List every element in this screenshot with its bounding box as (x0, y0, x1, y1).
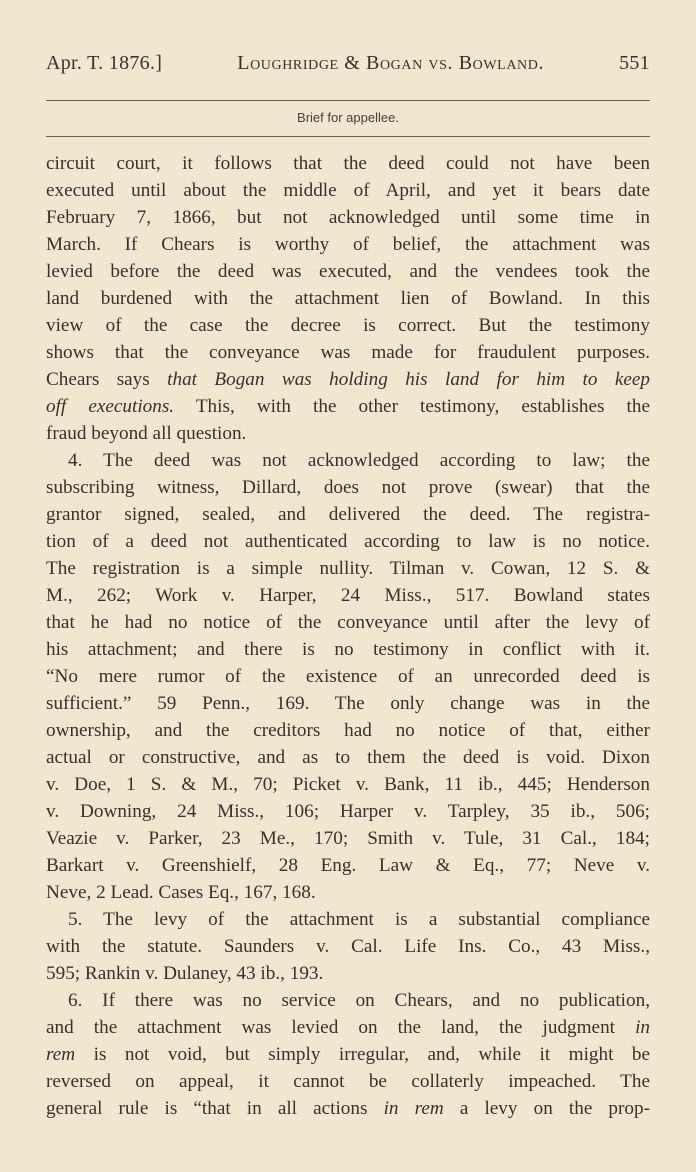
italic-in: in (635, 1017, 650, 1038)
text-line: grantor signed, sealed, and delivered the deed. The registra- (46, 504, 650, 525)
header-rule-bottom (46, 136, 650, 137)
text-line: levied before the deed was executed, and the vendees took the (46, 261, 650, 282)
text-run: Chears says (46, 369, 168, 390)
italic-in-rem: in rem (383, 1098, 444, 1119)
text-run: is not void, but simply irregular, and, while it might be (93, 1044, 650, 1065)
text-line: land burdened with the attachment lien of Bowland. In this (46, 288, 650, 309)
text-line: subscribing witness, Dillard, does not prove (swear) that the (46, 477, 650, 498)
text-line: shows that the conveyance was made for fraudulent purposes. (46, 342, 650, 363)
text-line: actual or constructive, and as to them the deed is void. Dixon (46, 747, 650, 768)
text-line: March. If Chears is worthy of belief, the attachment was (46, 234, 650, 255)
text-line (46, 1095, 650, 1122)
text-run: general rule is “that in all actions (46, 1098, 384, 1119)
text-line: reversed on appeal, it cannot be collaterly impeached. The (46, 1071, 650, 1092)
header-term: Apr. T. 1876.] (46, 52, 163, 74)
text-line: fraud beyond all question. (46, 423, 247, 444)
text-line: his attachment; and there is no testimony in conflict with it. (46, 639, 650, 660)
text-line (46, 366, 650, 393)
text-line: sufficient.” 59 Penn., 169. The only change was in the (46, 693, 650, 714)
paragraph-5-start: 5. The levy of the attachment is a substantial compliance (68, 909, 650, 930)
text-line: ownership, and the creditors had no notice of that, either (46, 720, 650, 741)
text-run: a levy on the prop- (443, 1098, 650, 1119)
running-header (46, 52, 650, 75)
italic-rem: rem (46, 1044, 76, 1065)
section-subheading: Brief for appellee. (297, 110, 399, 125)
text-line: Barkart v. Greenshielf, 28 Eng. Law & Eq., 77; Neve v. (46, 855, 650, 876)
italic-quote: that Bogan was holding his land for him to keep (167, 369, 650, 390)
body-text (46, 150, 650, 1122)
paragraph-6-start: 6. If there was no service on Chears, and no publication, (68, 990, 650, 1011)
text-line: “No mere rumor of the existence of an unrecorded deed is (46, 666, 650, 687)
text-line: Neve, 2 Lead. Cases Eq., 167, 168. (46, 882, 316, 903)
italic-quote-end: off executions. (46, 396, 175, 417)
text-line (46, 1014, 650, 1041)
text-line: 595; Rankin v. Dulaney, 43 ib., 193. (46, 963, 324, 984)
text-line: v. Doe, 1 S. & M., 70; Picket v. Bank, 11 ib., 445; Henderson (46, 774, 650, 795)
text-line (46, 393, 650, 420)
text-line: executed until about the middle of April, and yet it bears date (46, 180, 650, 201)
header-case-title: Loughridge & Bogan vs. Bowland. (237, 52, 545, 74)
text-line: Veazie v. Parker, 23 Me., 170; Smith v. Tule, 31 Cal., 184; (46, 828, 650, 849)
text-line: circuit court, it follows that the deed could not have been (46, 153, 650, 174)
text-run: This, with the other testimony, establishes the (174, 396, 650, 417)
text-line: that he had no notice of the conveyance until after the levy of (46, 612, 650, 633)
text-line (46, 1041, 650, 1068)
page-number: 551 (619, 52, 650, 74)
paragraph-4-start: 4. The deed was not acknowledged according to law; the (68, 450, 650, 471)
text-line: v. Downing, 24 Miss., 106; Harper v. Tarpley, 35 ib., 506; (46, 801, 650, 822)
text-line: with the statute. Saunders v. Cal. Life Ins. Co., 43 Miss., (46, 936, 650, 957)
text-line: view of the case the decree is correct. But the testimony (46, 315, 650, 336)
text-run: and the attachment was levied on the land, the judgment (46, 1017, 636, 1038)
header-rule-top (46, 100, 650, 101)
text-line: February 7, 1866, but not acknowledged until some time in (46, 207, 650, 228)
text-line: The registration is a simple nullity. Tilman v. Cowan, 12 S. & (46, 558, 650, 579)
text-line: M., 262; Work v. Harper, 24 Miss., 517. Bowland states (46, 585, 650, 606)
text-line: tion of a deed not authenticated according to law is no notice. (46, 531, 650, 552)
